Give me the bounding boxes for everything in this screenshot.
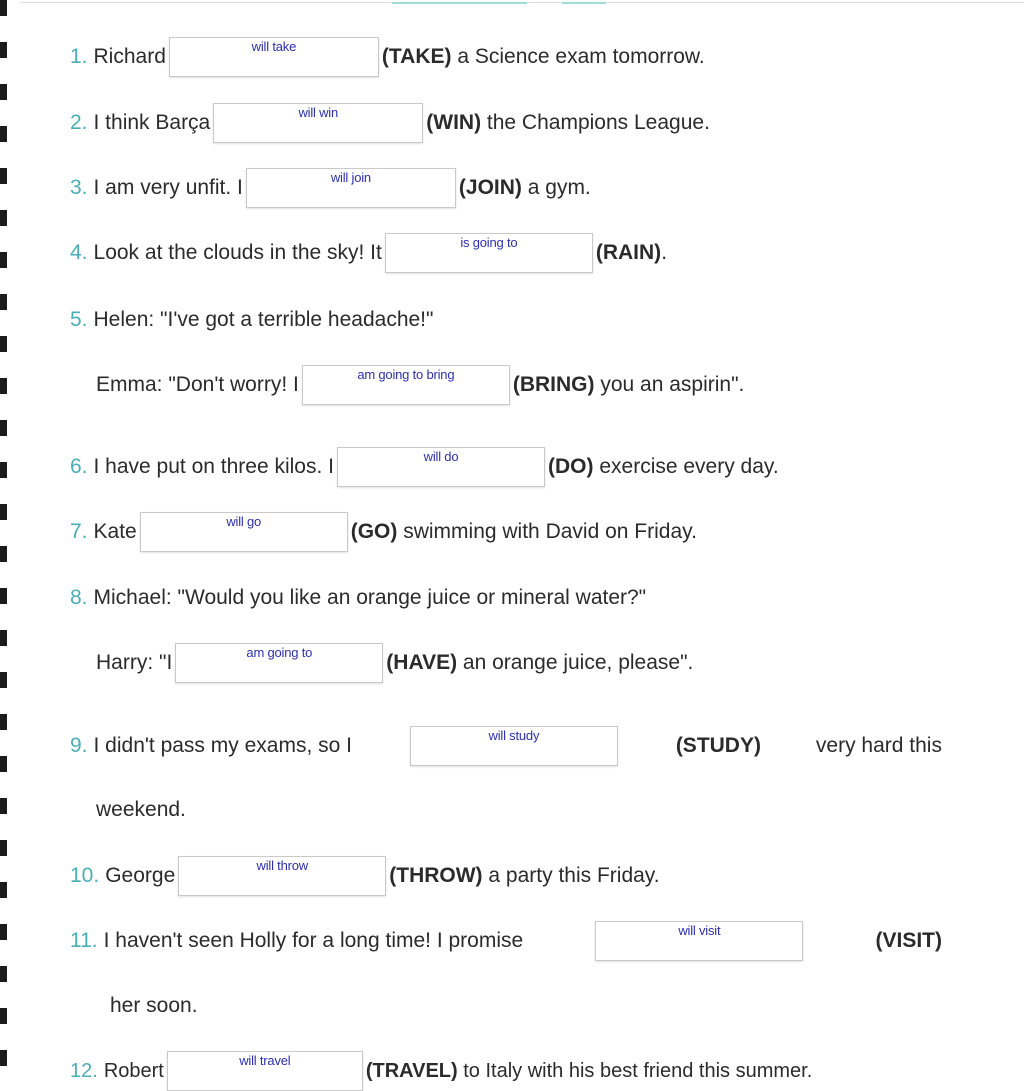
item-text-before: I haven't seen Holly for a long time! I promise [103,929,524,952]
item-number: 2. [70,111,88,134]
item-text-before: Emma: "Don't worry! I [96,373,299,396]
answer-box[interactable] [246,168,456,208]
exercise-item-3 [70,168,591,208]
exercise-item-9-cont [96,790,186,830]
exercise-item-9 [70,726,942,766]
answer-box[interactable] [178,856,386,896]
item-text-before: Robert [103,1059,164,1082]
item-text-after: an orange juice, please". [462,651,694,674]
item-text-before: Richard [93,45,166,68]
verb-hint: (TRAVEL) [365,1059,458,1082]
answer-text: will do [423,449,459,464]
top-mark [562,2,606,4]
item-text-after: a gym. [527,176,591,199]
answer-text: am going to [246,645,313,660]
answer-box[interactable] [410,726,618,766]
exercise-item-8-line2 [96,643,693,683]
item-text-after: a Science exam tomorrow. [457,45,705,68]
verb-hint: (THROW) [389,864,483,887]
answer-box[interactable] [595,921,803,961]
exercise-item-6 [70,447,779,487]
item-text-group [70,929,523,953]
top-mark [392,2,527,4]
item-text-after: very hard this [815,734,942,757]
item-number: 12. [70,1059,98,1082]
exercise-item-7 [70,512,697,552]
verb-hint: (VISIT) [875,929,942,952]
answer-box[interactable] [167,1051,363,1091]
answer-text: will win [298,105,339,120]
exercise-item-5 [70,300,433,340]
answer-box[interactable] [175,643,383,683]
answer-box[interactable] [385,233,593,273]
item-text-after: swimming with David on Friday. [403,520,697,543]
answer-text: will visit [678,923,721,938]
item-text-after: the Champions League. [486,111,710,134]
answer-box[interactable] [302,365,510,405]
item-number: 9. [70,734,88,757]
item-text-after: exercise every day. [599,455,779,478]
answer-text: will travel [239,1053,291,1068]
item-text-after: to Italy with his best friend this summer. [463,1059,813,1082]
exercise-item-10 [70,856,660,896]
exercise-item-4 [70,233,667,273]
answer-text: am going to bring [357,367,455,382]
verb-hint: (HAVE) [386,651,458,674]
item-text-before: I am very unfit. I [93,176,243,199]
item-text-before: George [105,864,176,887]
item-number: 4. [70,241,88,264]
item-text-continued: weekend. [96,798,186,821]
verb-hint: (RAIN) [595,241,662,264]
item-text-line1: Michael: "Would you like an orange juice or mineral water?" [93,586,647,609]
verb-hint: (BRING) [512,373,595,396]
item-text-before: I didn't pass my exams, so I [93,734,352,757]
item-text-group [70,734,352,758]
answer-box[interactable] [169,37,379,77]
answer-box[interactable] [337,447,545,487]
item-text-after: . [661,241,668,264]
item-text-after: a party this Friday. [488,864,660,887]
answer-text: will join [330,170,371,185]
item-number: 6. [70,455,88,478]
item-text-line1: Helen: "I've got a terrible headache!" [93,308,434,331]
answer-text: will study [488,728,540,743]
exercise-item-2 [70,103,710,143]
item-text-after: you an aspirin". [600,373,745,396]
item-text-before: Kate [93,520,137,543]
item-text-before: I have put on three kilos. I [93,455,334,478]
left-binding-strip [0,0,7,1086]
answer-text: will throw [256,858,308,873]
answer-box[interactable] [213,103,423,143]
item-text-before: I think Barça [93,111,211,134]
exercise-item-11 [70,921,942,961]
item-text-before: Harry: "I [96,651,173,674]
item-number: 10. [70,864,100,887]
item-number: 8. [70,586,88,609]
exercise-item-12 [70,1051,812,1091]
answer-text: is going to [460,235,518,250]
answer-text: will take [251,39,297,54]
exercise-item-1 [70,37,705,77]
item-number: 3. [70,176,88,199]
item-text-continued: her soon. [110,994,198,1017]
item-number: 1. [70,45,88,68]
item-number: 7. [70,520,88,543]
answer-text: will go [226,514,262,529]
verb-hint: (DO) [548,455,594,478]
item-text-before: Look at the clouds in the sky! It [93,241,382,264]
exercise-item-8 [70,578,646,618]
verb-hint: (STUDY) [675,734,761,757]
verb-hint: (JOIN) [458,176,522,199]
answer-box[interactable] [140,512,348,552]
verb-hint: (WIN) [426,111,482,134]
exercise-item-5-line2 [96,365,744,405]
verb-hint: (TAKE) [381,45,452,68]
item-number: 11. [70,929,98,952]
item-number: 5. [70,308,88,331]
verb-hint: (GO) [350,520,398,543]
exercise-item-11-cont [110,986,198,1026]
